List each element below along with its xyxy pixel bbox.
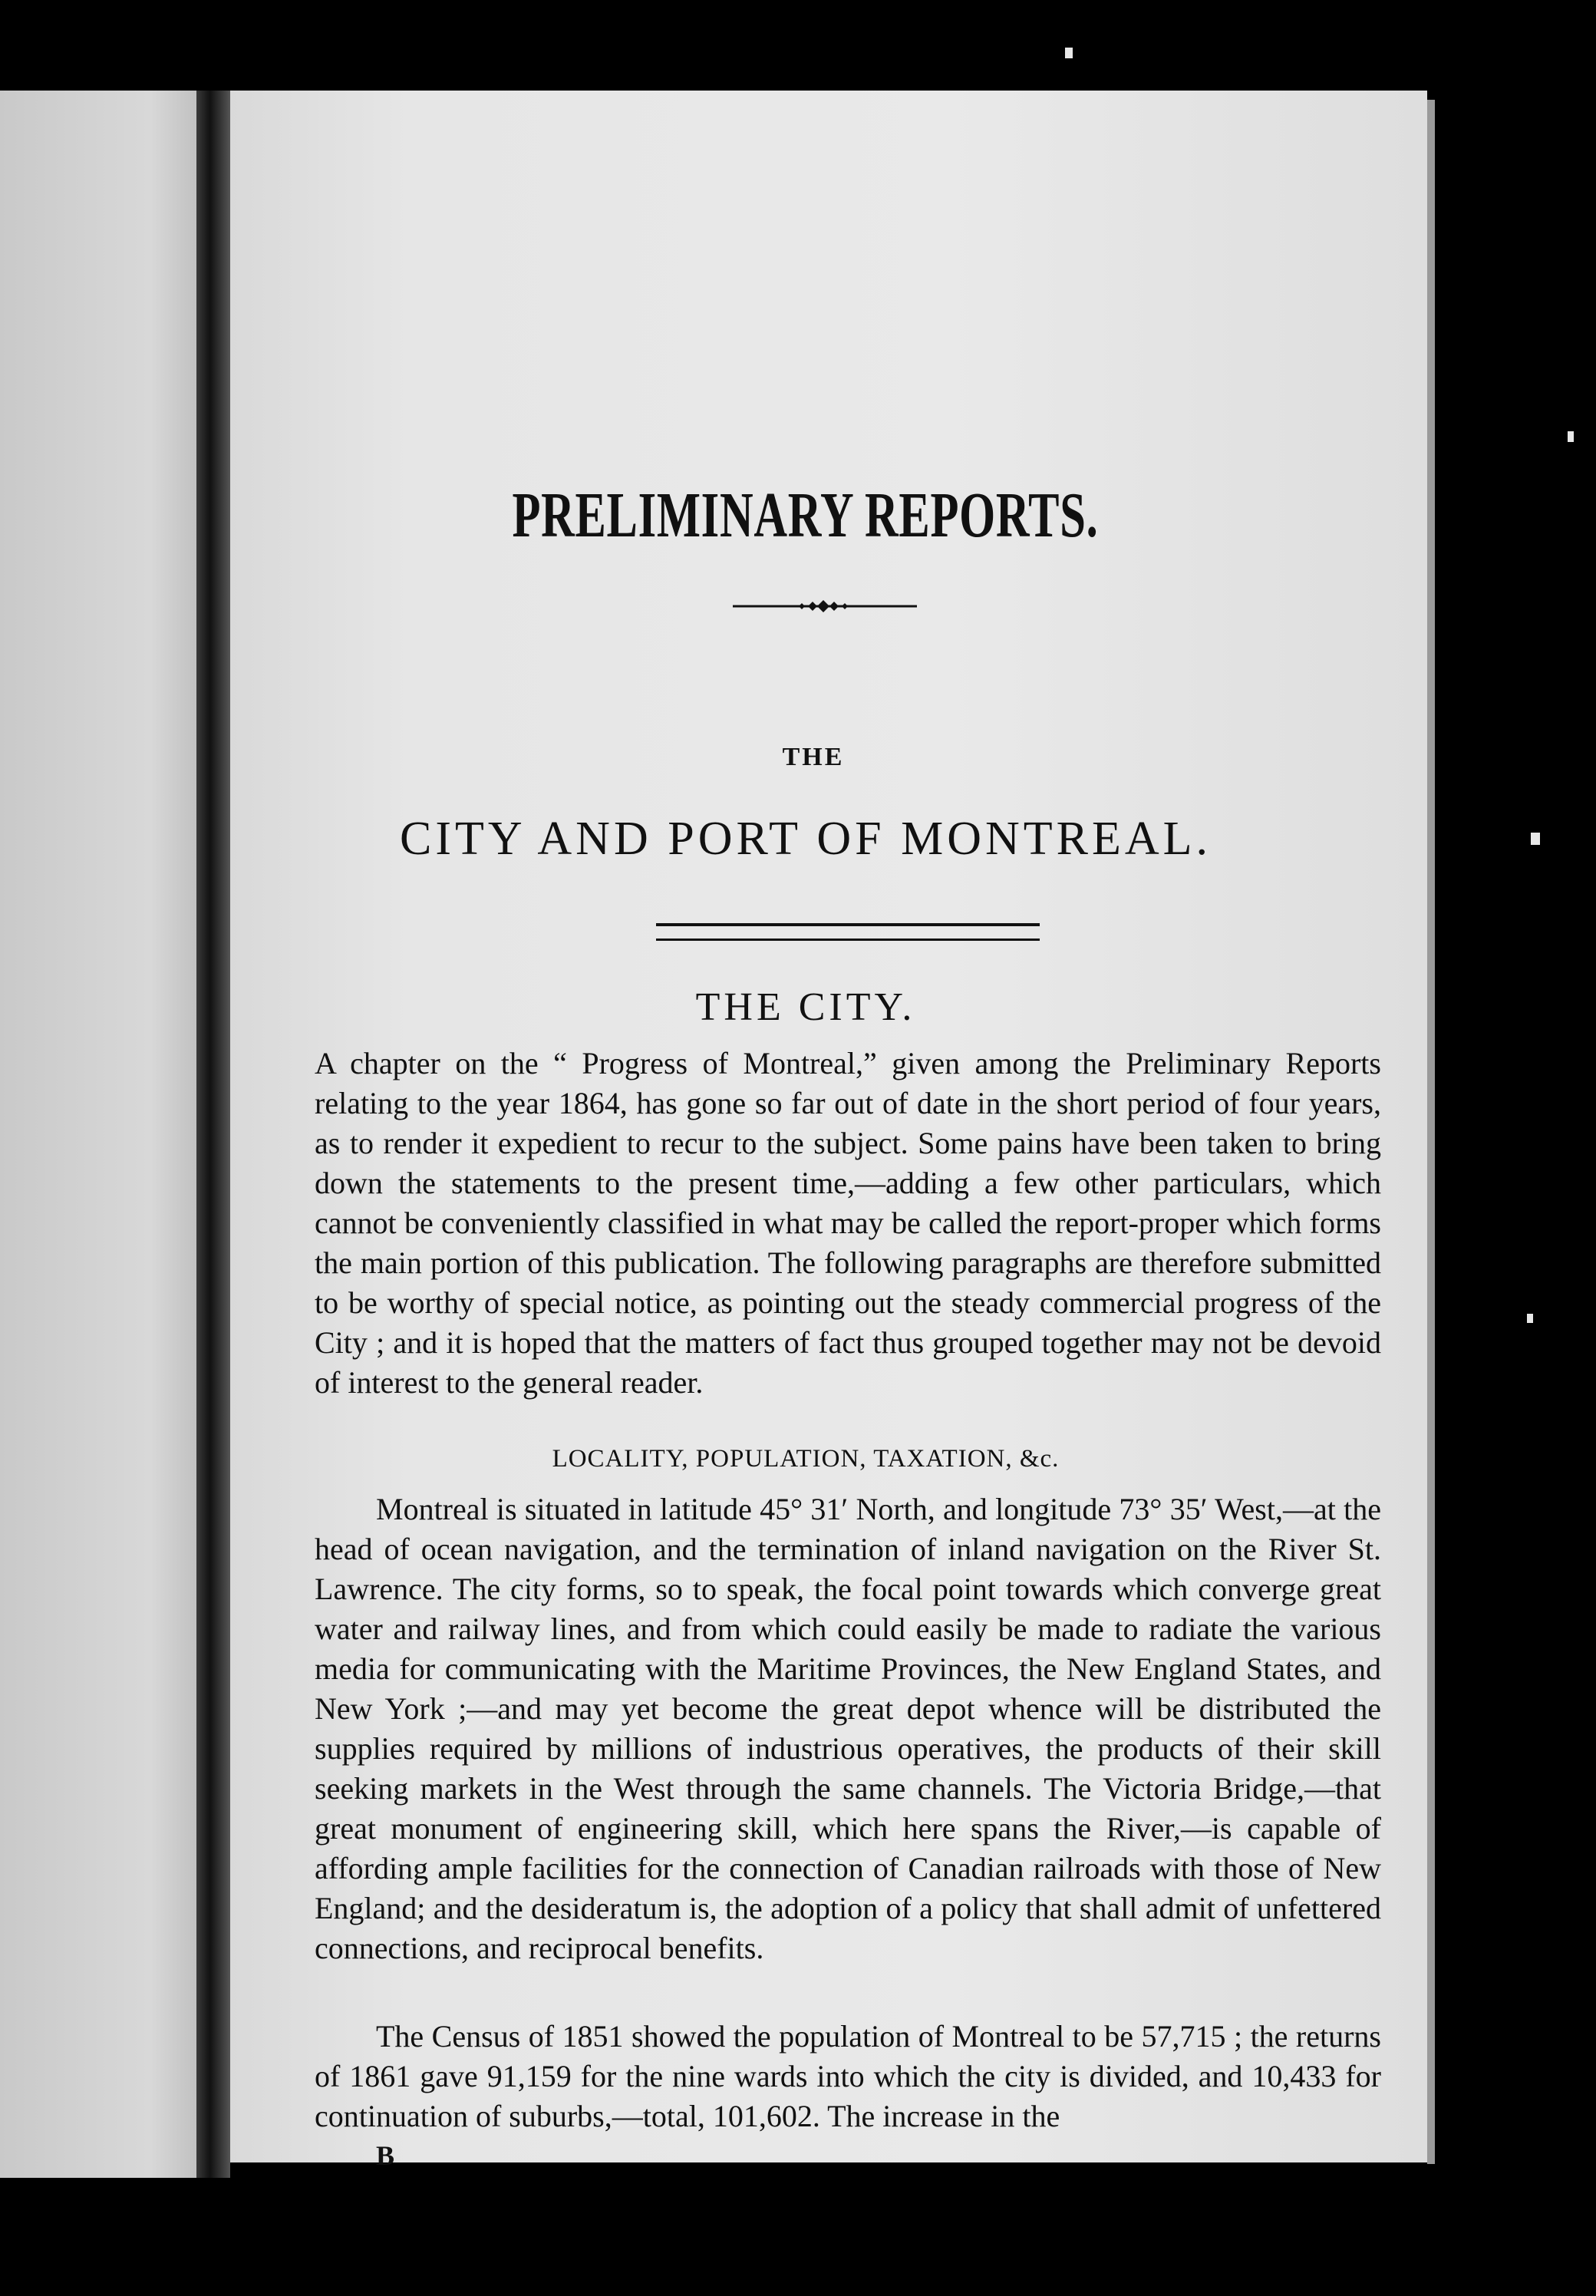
page-edge-shadow — [1427, 100, 1435, 2164]
subtitle-city-and-port: CITY AND PORT OF MONTREAL. — [399, 813, 1212, 865]
paragraph-text: The Census of 1851 showed the population of Montreal to be 57,715 ; the returns of 1861 gave 91,159 for the nine wards into which the city is divided, and 10,433 for continuation of suburbs,—total, 101,602. The increase in the — [315, 2019, 1381, 2133]
paragraph-intro — [315, 1044, 1381, 1403]
page-title: PRELIMINARY REPORTS. — [512, 480, 1099, 551]
signature-mark: B — [376, 2140, 395, 2171]
paragraph-text: A chapter on the “ Progress of Montreal,” given among the Preliminary Reports relating to the year 1864, has gone so far out of date in the short period of four years, as to render it expedient to recur to the subject. Some pains have been taken to bring down the statements to the present time,—adding a few other particulars, which cannot be conveniently classified in what may be called the report-proper which forms the main portion of this publication. The following paragraphs are therefore submitted to be worthy of special notice, as pointing out the steady commercial progress of the City ; and it is hoped that the matters of fact thus grouped together may not be devoid of interest to the general reader. — [315, 1046, 1381, 1400]
double-rule-divider — [656, 923, 1040, 941]
paragraph-locality — [315, 1489, 1381, 1968]
scan-speck — [1568, 431, 1574, 442]
paragraph-text: Montreal is situated in latitude 45° 31′ North, and longitude 73° 35′ West,—at the head of ocean navigation, and the termination of inland navigation on the River St. Lawrence. The city forms, so to speak, the focal point towards which converge great water and railway lines, and from which could easily be made to radiate the various media for communicating with the Maritime Provinces, the New England States, and New York ;—and may yet become the great depot whence will be distributed the supplies required by millions of industrious operatives, the products of their skill seeking markets in the West through the same channels. The Victoria Bridge,—that great monument of engineering skill, which here spans the River,—is capable of affording ample facilities for the connection of Canadian railroads with those of New England; and the desideratum is, the adoption of a policy that shall admit of unfettered connections, and reciprocal benefits. — [315, 1492, 1381, 1965]
left-page-edge — [0, 91, 215, 2178]
scan-speck — [1531, 833, 1540, 845]
section-heading: THE CITY. — [695, 985, 916, 1029]
book-spine — [196, 91, 230, 2178]
subheading-locality: LOCALITY, POPULATION, TAXATION, &c. — [552, 1445, 1060, 1473]
scan-speck — [1065, 48, 1073, 58]
document-page — [230, 91, 1427, 2171]
ornament-rule — [733, 597, 917, 615]
scan-speck — [1527, 1314, 1533, 1323]
paragraph-census — [315, 2017, 1381, 2136]
subtitle-the: THE — [782, 743, 845, 771]
